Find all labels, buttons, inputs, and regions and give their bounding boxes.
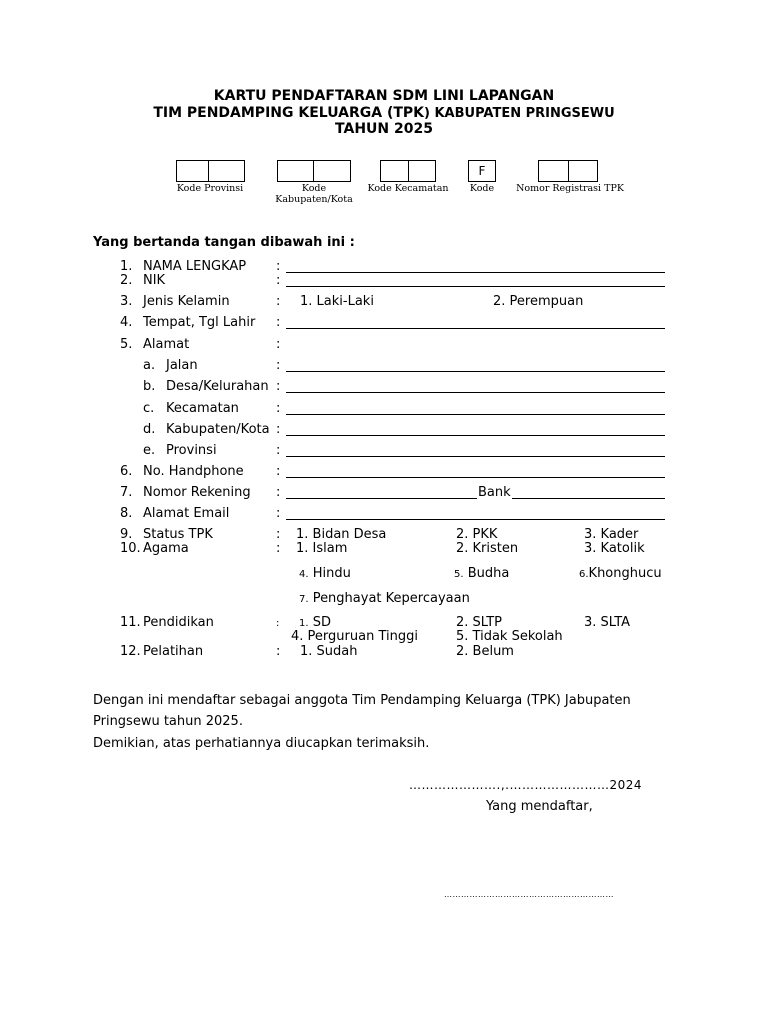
option-sd[interactable]: 1. SD <box>299 615 331 630</box>
option-sudah[interactable]: 1. Sudah <box>300 644 358 659</box>
alamat-email-input-line[interactable] <box>286 519 665 520</box>
nik-input-line[interactable] <box>286 286 665 287</box>
field-8-number: 8. <box>120 506 133 521</box>
option-tidak-sekolah[interactable]: 5. Tidak Sekolah <box>456 629 563 644</box>
tempat-tgl-lahir-input-line[interactable] <box>286 328 665 329</box>
kode-provinsi-box[interactable] <box>176 160 245 182</box>
option-budha[interactable]: 5. Budha <box>454 566 510 581</box>
closing-thanks: Demikian, atas perhatiannya diucapkan terimaksih. <box>93 736 430 751</box>
nama-lengkap-label: NAMA LENGKAP <box>143 259 247 274</box>
closing-paragraph-line1: Dengan ini mendaftar sebagai anggota Tim Pendamping Keluarga (TPK) Jabupaten <box>93 693 631 708</box>
field-12-number: 12. <box>120 644 141 659</box>
option-khonghucu[interactable]: 6.Khonghucu <box>579 566 662 581</box>
colon: : <box>276 422 281 437</box>
field-5a-letter: a. <box>143 358 156 373</box>
colon: : <box>276 443 281 458</box>
field-5b-letter: b. <box>143 379 156 394</box>
jenis-kelamin-label: Jenis Kelamin <box>143 294 230 309</box>
bank-label: Bank <box>478 485 511 500</box>
option-kristen[interactable]: 2. Kristen <box>456 541 519 556</box>
desa-kelurahan-input-line[interactable] <box>286 392 665 393</box>
colon: : <box>276 506 281 521</box>
field-4-number: 4. <box>120 315 133 330</box>
form-title-line1: KARTU PENDAFTARAN SDM LINI LAPANGAN <box>213 88 555 104</box>
field-5-number: 5. <box>120 337 133 352</box>
option-perempuan[interactable]: 2. Perempuan <box>493 294 584 309</box>
colon: : <box>276 401 281 416</box>
closing-paragraph-line2: Pringsewu tahun 2025. <box>93 714 243 729</box>
tempat-tgl-lahir-label: Tempat, Tgl Lahir <box>143 315 256 330</box>
nama-lengkap-input-line[interactable] <box>286 272 665 273</box>
no-handphone-input-line[interactable] <box>286 477 665 478</box>
form-title-line3: TAHUN 2025 <box>335 121 433 137</box>
nomor-registrasi-box[interactable] <box>538 160 598 182</box>
desa-kelurahan-label: Desa/Kelurahan <box>166 379 269 394</box>
signature-line[interactable]: …………………………………………………… <box>444 890 614 899</box>
intro-text: Yang bertanda tangan dibawah ini : <box>93 235 355 250</box>
field-5d-letter: d. <box>143 422 156 437</box>
jalan-input-line[interactable] <box>286 371 665 372</box>
colon: : <box>276 527 281 542</box>
kode-kecamatan-box[interactable] <box>380 160 436 182</box>
colon: : <box>276 273 281 288</box>
colon: : <box>276 379 281 394</box>
kode-kabupaten-label: Kode Kabupaten/Kota <box>275 183 353 205</box>
form-title-line2: TIM PENDAMPING KELUARGA (TPK) KABUPATEN PRINGSEWU <box>153 105 615 121</box>
field-5e-letter: e. <box>143 443 156 458</box>
nomor-rekening-label: Nomor Rekening <box>143 485 251 500</box>
alamat-email-label: Alamat Email <box>143 506 230 521</box>
field-1-number: 1. <box>120 259 133 274</box>
kabupaten-kota-label: Kabupaten/Kota <box>166 422 270 437</box>
field-5c-letter: c. <box>143 401 155 416</box>
agama-label: Agama <box>143 541 189 556</box>
status-tpk-label: Status TPK <box>143 527 213 542</box>
colon: : <box>276 337 281 352</box>
kode-label: Kode <box>469 183 495 194</box>
nik-label: NIK <box>143 273 166 288</box>
option-sltp[interactable]: 2. SLTP <box>456 615 503 630</box>
nomor-registrasi-label: Nomor Registrasi TPK <box>516 183 624 194</box>
nomor-rekening-input-line[interactable] <box>286 498 477 499</box>
kabupaten-kota-input-line[interactable] <box>286 435 665 436</box>
jalan-label: Jalan <box>166 358 198 373</box>
no-handphone-label: No. Handphone <box>143 464 244 479</box>
colon: : <box>276 259 281 274</box>
field-7-number: 7. <box>120 485 133 500</box>
kode-box[interactable] <box>468 160 496 182</box>
field-6-number: 6. <box>120 464 133 479</box>
bank-input-line[interactable] <box>512 498 665 499</box>
colon: : <box>276 358 281 373</box>
provinsi-input-line[interactable] <box>286 456 665 457</box>
kode-provinsi-label: Kode Provinsi <box>176 183 244 194</box>
colon: : <box>276 541 281 556</box>
kode-kabupaten-box[interactable] <box>277 160 351 182</box>
option-islam[interactable]: 1. Islam <box>296 541 348 556</box>
option-penghayat-kepercayaan[interactable]: 7. Penghayat Kepercayaan <box>299 591 470 606</box>
field-11-number: 11. <box>120 615 141 630</box>
field-3-number: 3. <box>120 294 133 309</box>
option-belum[interactable]: 2. Belum <box>456 644 514 659</box>
option-bidan-desa[interactable]: 1. Bidan Desa <box>296 527 387 542</box>
option-perguruan-tinggi[interactable]: 4. Perguruan Tinggi <box>291 629 418 644</box>
pelatihan-label: Pelatihan <box>143 644 204 659</box>
alamat-label: Alamat <box>143 337 190 352</box>
provinsi-label: Provinsi <box>166 443 217 458</box>
kecamatan-label: Kecamatan <box>166 401 239 416</box>
colon: : <box>276 315 281 330</box>
option-hindu[interactable]: 4. Hindu <box>299 566 351 581</box>
kode-kecamatan-label: Kode Kecamatan <box>367 183 449 194</box>
field-2-number: 2. <box>120 273 133 288</box>
colon: : <box>276 618 280 629</box>
colon: : <box>276 644 281 659</box>
field-10-number: 10. <box>120 541 141 556</box>
colon: : <box>276 485 281 500</box>
kode-value: F <box>478 164 486 178</box>
pendidikan-label: Pendidikan <box>143 615 214 630</box>
option-katolik[interactable]: 3. Katolik <box>584 541 645 556</box>
signer-label: Yang mendaftar, <box>486 799 593 814</box>
field-9-number: 9. <box>120 527 133 542</box>
colon: : <box>276 294 281 309</box>
option-slta[interactable]: 3. SLTA <box>584 615 631 630</box>
option-pkk[interactable]: 2. PKK <box>456 527 498 542</box>
colon: : <box>276 464 281 479</box>
date-line[interactable]: ………………….,.……………………2024 <box>409 778 642 792</box>
kecamatan-input-line[interactable] <box>286 414 665 415</box>
option-laki-laki[interactable]: 1. Laki-Laki <box>300 294 374 309</box>
option-kader[interactable]: 3. Kader <box>584 527 639 542</box>
